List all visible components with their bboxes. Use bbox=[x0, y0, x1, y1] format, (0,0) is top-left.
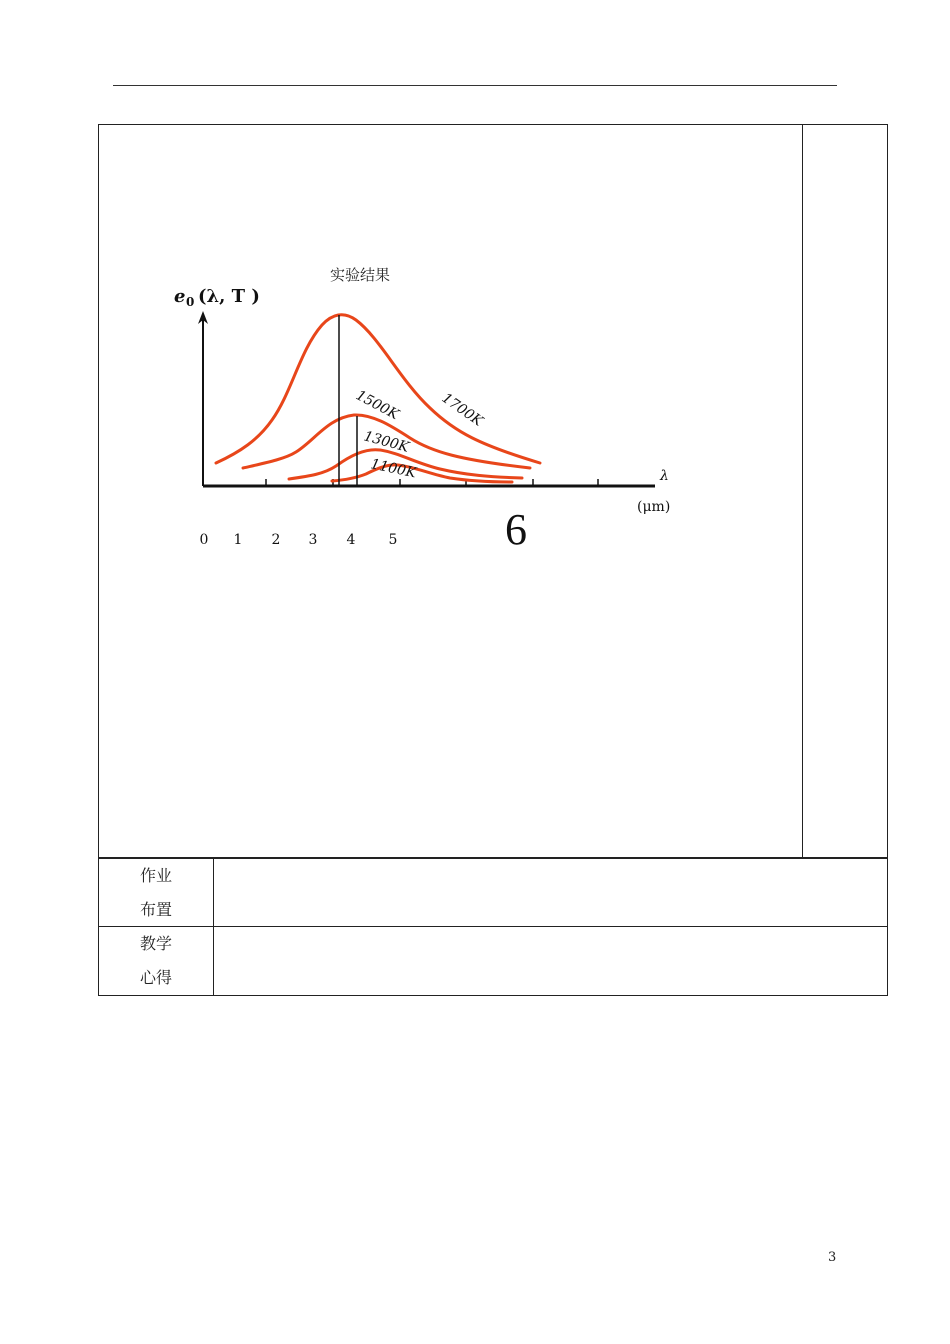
curve-label-1300k: 1300K bbox=[361, 428, 411, 456]
page-number: 3 bbox=[828, 1250, 837, 1265]
x-tick-label: 5 bbox=[388, 532, 398, 548]
reflection-label-cell bbox=[99, 927, 214, 995]
x-tick-label: 0 bbox=[199, 532, 209, 548]
homework-label-cell bbox=[99, 859, 214, 926]
homework-label-line1: 作业 bbox=[139, 866, 172, 885]
y-axis-label-main: e bbox=[174, 286, 186, 307]
blackbody-figure bbox=[0, 0, 950, 600]
x-axis-symbol: λ bbox=[660, 468, 669, 484]
x-axis-unit: (μm) bbox=[637, 499, 671, 515]
y-axis-label-sub: 0 bbox=[186, 295, 195, 309]
homework-label-line2: 布置 bbox=[139, 900, 172, 919]
figure-caption: 实验结果 bbox=[329, 266, 391, 284]
curve-label-1100k: 1100K bbox=[369, 456, 418, 482]
reflection-label-line2: 心得 bbox=[139, 968, 172, 987]
large-number: 6 bbox=[505, 505, 527, 554]
y-axis-label-args: (λ, T ) bbox=[198, 286, 260, 307]
x-tick-label: 3 bbox=[308, 532, 318, 548]
curve-label-1500k: 1500K bbox=[353, 387, 402, 424]
curve-1100k bbox=[332, 465, 512, 482]
x-tick-labels bbox=[200, 532, 398, 548]
x-tick-label: 2 bbox=[271, 532, 281, 548]
x-tick-label: 4 bbox=[346, 532, 356, 548]
reflection-label-line1: 教学 bbox=[139, 934, 172, 953]
reflection-row bbox=[98, 927, 888, 996]
curve-label-1700k: 1700K bbox=[438, 390, 486, 430]
x-tick-label: 1 bbox=[233, 532, 243, 548]
homework-row bbox=[98, 858, 888, 927]
